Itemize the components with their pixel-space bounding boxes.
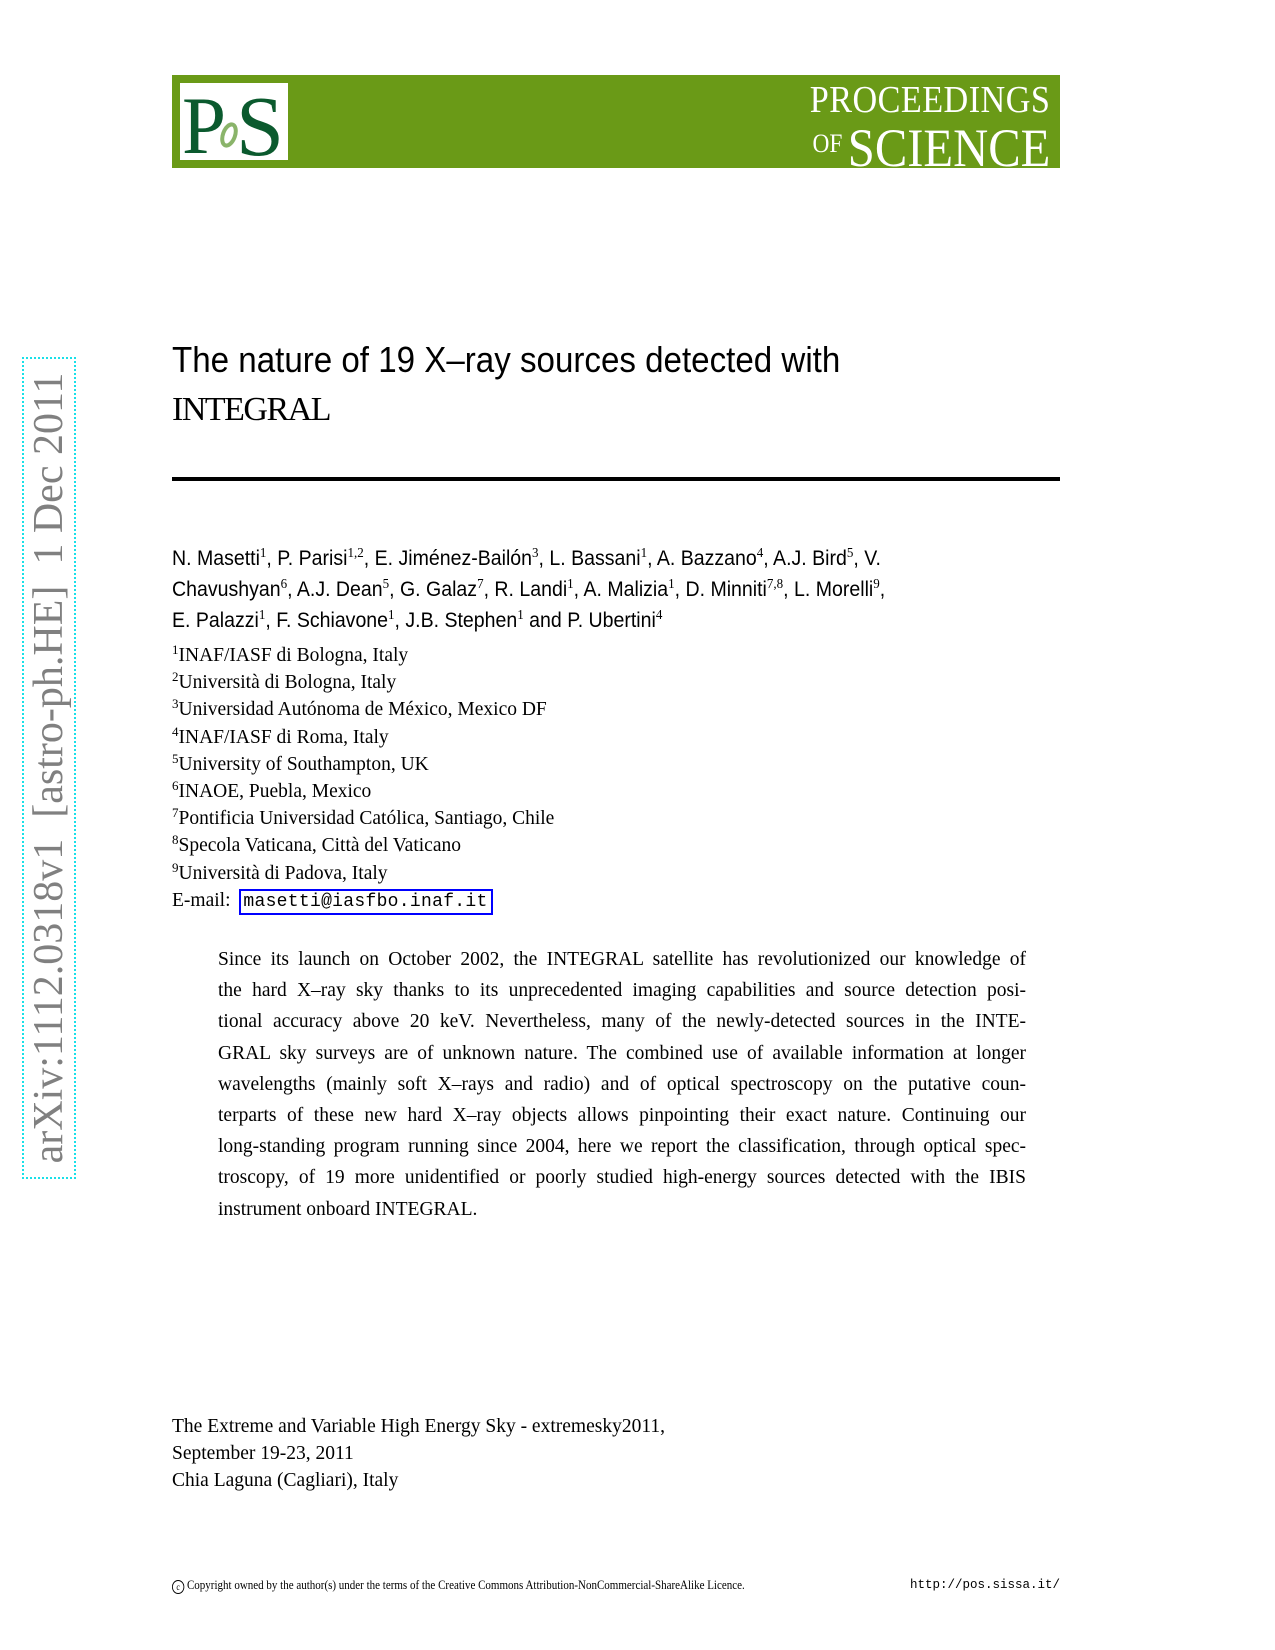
- author-affiliation-mark: 9: [873, 577, 880, 592]
- title-rule-divider: [172, 477, 1060, 481]
- abstract-line: the hard X–ray sky thanks to its unprecedented imaging capabilities and source detection posi-: [218, 980, 1026, 1002]
- affiliation-item: [172, 832, 554, 859]
- arxiv-identifier: arXiv:1112.0318v1 [astro-ph.HE] 1 Dec 2011: [26, 372, 72, 1164]
- paper-title-line-1: The nature of 19 X–ray sources detected with: [172, 339, 841, 380]
- author-name: A. Bazzano: [656, 547, 757, 570]
- conference-name: The Extreme and Variable High Energy Sky - extremesky2011,: [172, 1416, 665, 1437]
- author-separator: ,: [394, 609, 406, 632]
- abstract-line: instrument onboard INTEGRAL.: [218, 1198, 478, 1220]
- abstract-line: GRAL sky surveys are of unknown nature. The combined use of available information at longer: [218, 1042, 1026, 1064]
- banner-line-proceedings: PROCEEDINGS: [809, 79, 1050, 121]
- author-separator: ,: [783, 578, 795, 601]
- author-separator: ,: [287, 578, 297, 601]
- affiliation-number: 6: [172, 778, 179, 794]
- author-affiliation-mark: 4: [756, 546, 764, 561]
- affiliation-text: INAF/IASF di Bologna, Italy: [178, 645, 409, 666]
- proceedings-of-science-title: [783, 77, 1050, 178]
- affiliation-text: Università di Bologna, Italy: [178, 672, 397, 694]
- author-name: P. Parisi: [277, 547, 348, 570]
- paper-title: [172, 335, 1072, 435]
- author-separator: and: [523, 609, 568, 632]
- email-link[interactable]: masetti@iasfbo.inaf.it: [239, 889, 492, 915]
- conference-dates: September 19-23, 2011: [172, 1443, 354, 1464]
- author-separator: ,: [573, 578, 584, 601]
- affiliation-text: Universidad Autónoma de México, Mexico DF: [178, 699, 547, 721]
- affiliation-number: 7: [172, 805, 179, 821]
- svg-text:S: S: [236, 83, 284, 160]
- affiliation-text: University of Southampton, UK: [178, 753, 429, 775]
- author-affiliation-mark: 6: [280, 577, 288, 592]
- author-affiliation-mark: 5: [382, 577, 390, 592]
- abstract-line: terparts of these new hard X–ray objects allows pinpointing their exact nature. Continuing our: [218, 1105, 1026, 1127]
- author-row-2: [172, 574, 1009, 605]
- affiliation-item: [172, 805, 554, 832]
- author-affiliation-mark: 1: [259, 546, 267, 561]
- affiliation-text: INAOE, Puebla, Mexico: [178, 781, 372, 803]
- author-separator: ,: [647, 547, 657, 570]
- author-name: A.J. Dean: [296, 578, 383, 601]
- affiliation-item: [172, 696, 554, 723]
- arxiv-stamp[interactable]: [22, 357, 76, 1179]
- affiliation-number: 8: [172, 832, 179, 848]
- pos-logo-icon: [180, 83, 288, 160]
- author-affiliation-mark: 7: [477, 577, 484, 592]
- author-affiliation-mark: 1: [517, 608, 524, 623]
- copyright-icon: c: [172, 1580, 184, 1594]
- affiliation-number: 3: [172, 696, 179, 712]
- banner-word-of: OF: [812, 129, 843, 158]
- author-name: E. Jiménez-Bailón: [374, 547, 533, 570]
- author-name: G. Galaz: [399, 578, 478, 601]
- email-row: [172, 887, 554, 915]
- author-affiliation-mark: 7,8: [766, 577, 784, 592]
- author-name: P. Ubertini: [567, 609, 656, 632]
- affiliation-item: [172, 751, 554, 778]
- affiliation-number: 4: [172, 723, 179, 739]
- paper-title-line-2: INTEGRAL: [172, 391, 330, 428]
- affiliation-number: 9: [172, 859, 179, 875]
- author-name: J.B. Stephen: [405, 609, 518, 632]
- banner-word-science: SCIENCE: [847, 118, 1050, 178]
- author-affiliation-mark: 1: [258, 608, 266, 623]
- affiliation-number: 1: [172, 642, 179, 657]
- author-name: R. Landi: [494, 578, 568, 601]
- abstract-line: long-standing program running since 2004, here we report the classification, through optical spec-: [218, 1136, 1026, 1158]
- affiliation-item: [172, 778, 554, 805]
- author-affiliation-mark: 1: [640, 546, 648, 561]
- affiliation-number: 2: [172, 669, 179, 685]
- abstract-line: wavelengths (mainly soft X–rays and radio) and of optical spectroscopy on the putative coun-: [218, 1073, 1026, 1095]
- affiliation-item: [172, 724, 554, 751]
- author-name: E. Palazzi: [172, 609, 259, 632]
- author-affiliation-mark: 1,2: [347, 546, 364, 561]
- email-label: E-mail:: [172, 889, 231, 911]
- abstract-line: Since its launch on October 2002, the INTEGRAL satellite has revolutionized our knowledge of: [218, 949, 1026, 970]
- svg-text:P: P: [182, 83, 226, 160]
- banner-line-of-science: [809, 118, 1050, 178]
- author-affiliation-mark: 1: [388, 608, 395, 623]
- author-separator: ,: [483, 578, 495, 601]
- affiliation-text: Università di Padova, Italy: [178, 862, 388, 884]
- affiliation-text: Pontificia Universidad Católica, Santiago, Chile: [178, 808, 555, 830]
- author-row-3: [172, 605, 1009, 636]
- author-separator: ,: [879, 578, 886, 601]
- abstract: [218, 944, 1026, 1225]
- author-name: F. Schiavone: [276, 609, 389, 632]
- abstract-line: troscopy, of 19 more unidentified or poorly studied high-energy sources detected with the IBIS: [218, 1167, 1026, 1189]
- author-name: N. Masetti: [172, 547, 260, 570]
- conference-info: [172, 1413, 665, 1494]
- author-separator: ,: [674, 578, 686, 601]
- author-separator: ,: [266, 547, 278, 570]
- author-affiliation-mark: 1: [668, 577, 675, 592]
- affiliation-text: INAF/IASF di Roma, Italy: [178, 726, 389, 748]
- author-row-1: [172, 543, 1009, 574]
- author-name: L. Bassani: [549, 547, 641, 570]
- author-affiliation-mark: 1: [567, 577, 574, 592]
- author-affiliation-mark: 5: [846, 546, 854, 561]
- author-affiliation-mark: 3: [532, 546, 539, 561]
- author-separator: ,: [389, 578, 400, 601]
- page-footer: [172, 1578, 1060, 1598]
- author-separator: ,: [265, 609, 277, 632]
- author-affiliation-mark: 4: [655, 608, 663, 623]
- pos-url-link[interactable]: http://pos.sissa.it/: [909, 1578, 1060, 1592]
- author-name: A. Malizia: [583, 578, 669, 601]
- affiliation-list: [172, 642, 554, 915]
- author-name: A.J. Bird: [773, 547, 847, 570]
- author-separator: ,: [538, 547, 550, 570]
- affiliation-item: [172, 642, 554, 669]
- affiliation-text: Specola Vaticana, Città del Vaticano: [178, 835, 461, 857]
- abstract-line: tional accuracy above 20 keV. Nevertheless, many of the newly-detected sources in the INTE-: [218, 1011, 1026, 1033]
- pos-banner: [172, 75, 1060, 178]
- author-separator: ,: [763, 547, 774, 570]
- copyright-text: Copyright owned by the author(s) under the terms of the Creative Commons Attribution-NonCommercial-ShareAlike Licence.: [186, 1578, 745, 1592]
- author-name: Chavushyan: [172, 578, 281, 601]
- conference-location: Chia Laguna (Cagliari), Italy: [172, 1470, 399, 1491]
- author-separator: ,: [363, 547, 375, 570]
- affiliation-item: [172, 860, 554, 887]
- author-name: L. Morelli: [794, 578, 874, 601]
- author-list: [172, 543, 1072, 636]
- affiliation-item: [172, 669, 554, 696]
- author-separator: , V.: [853, 547, 881, 570]
- author-name: D. Minniti: [685, 578, 767, 601]
- affiliation-number: 5: [172, 750, 179, 766]
- copyright-notice: [172, 1578, 745, 1594]
